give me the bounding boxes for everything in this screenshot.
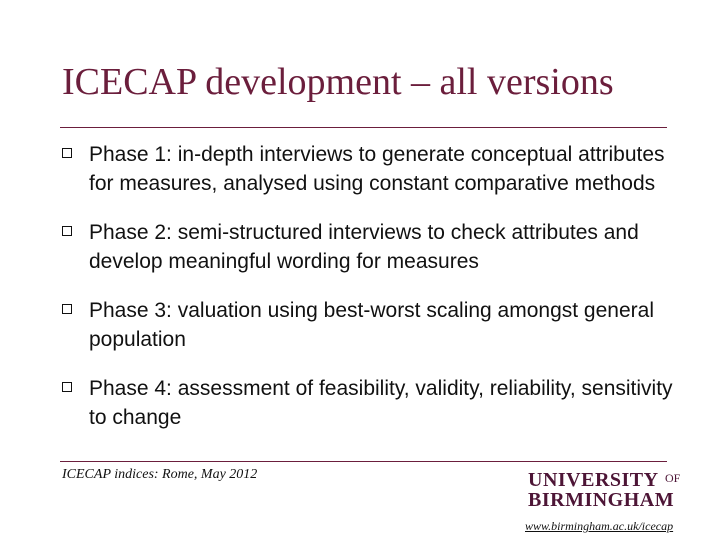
logo-line-birmingham: BIRMINGHAM <box>528 489 675 511</box>
bullet-text: Phase 1: in-depth interviews to generate conceptual attributes for measures, analysed using constant comparative methods <box>89 143 665 195</box>
logo-of: OF <box>665 471 681 485</box>
hollow-square-bullet-icon <box>62 304 72 314</box>
hollow-square-bullet-icon <box>62 226 72 236</box>
bullet-item-phase-3 <box>60 296 680 354</box>
bullet-item-phase-4 <box>60 374 680 432</box>
bullet-text: Phase 4: assessment of feasibility, validity, reliability, sensitivity to change <box>89 377 673 429</box>
university-logo <box>528 469 698 517</box>
logo-line-university: UNIVERSITY <box>528 469 659 491</box>
bullet-text: Phase 3: valuation using best-worst scaling amongst general population <box>89 299 654 351</box>
hollow-square-bullet-icon <box>62 382 72 392</box>
hollow-square-bullet-icon <box>62 148 72 158</box>
title-divider <box>60 127 667 128</box>
bullet-item-phase-1 <box>60 140 680 198</box>
bullet-item-phase-2 <box>60 218 680 276</box>
footer-url-link[interactable]: www.birmingham.ac.uk/icecap <box>525 519 674 533</box>
footer-divider <box>60 461 667 462</box>
bullet-text: Phase 2: semi-structured interviews to check attributes and develop meaningful wording for measures <box>89 221 639 273</box>
slide-title: ICECAP development – all versions <box>62 61 614 103</box>
footer-event-text: ICECAP indices: Rome, May 2012 <box>62 467 258 482</box>
bullet-list <box>60 140 680 452</box>
